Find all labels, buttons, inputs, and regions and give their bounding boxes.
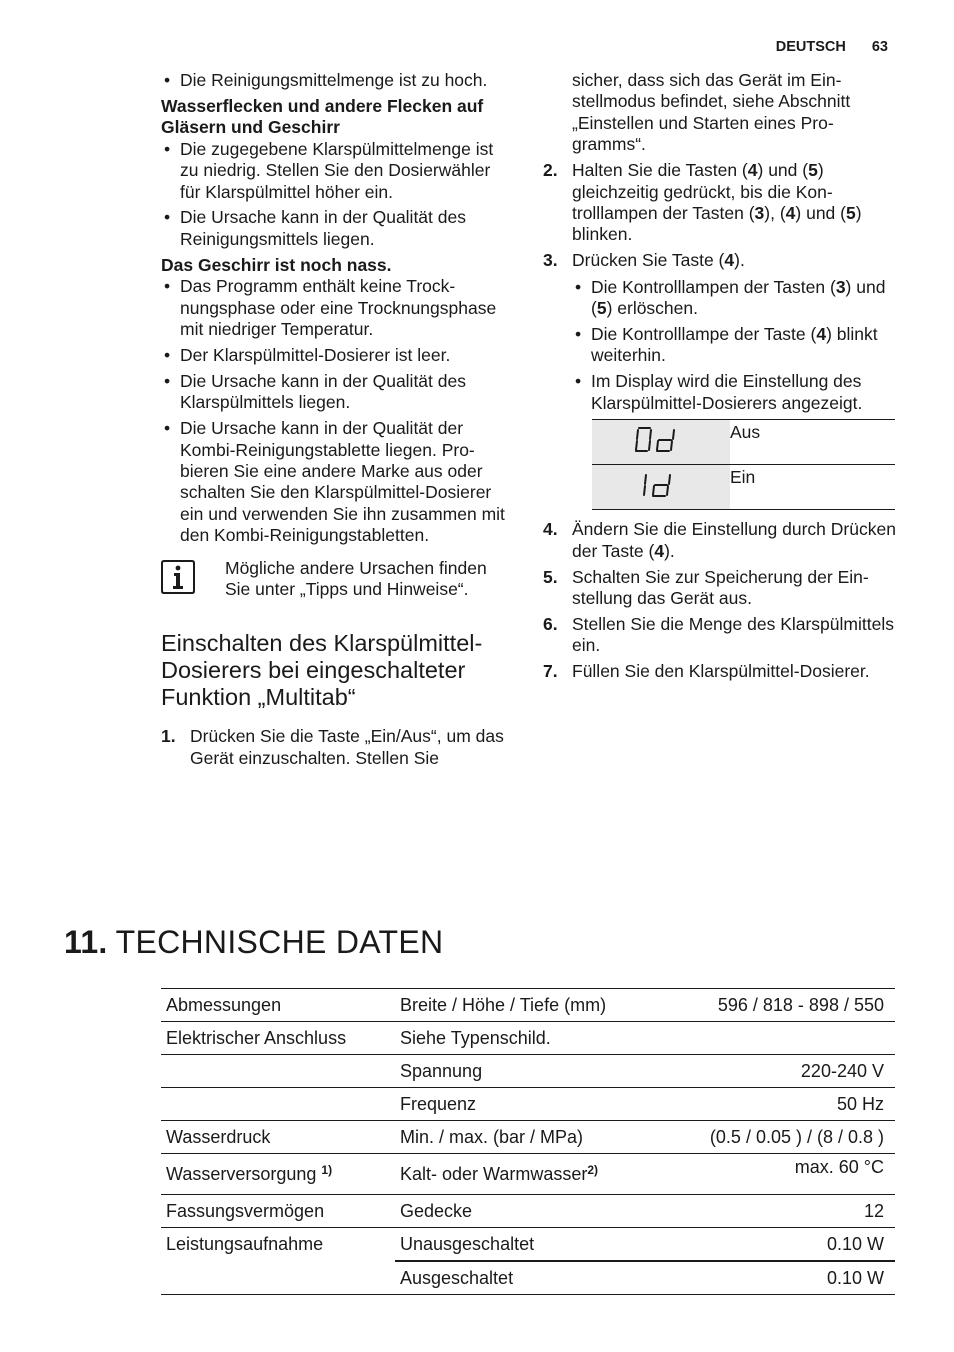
text: Die Kontrolllampe der Taste (	[591, 323, 817, 344]
table-cell: Gedecke	[395, 1195, 641, 1228]
cell-text: Kalt- oder Warmwasser	[400, 1164, 588, 1184]
table-cell: Wasserdruck	[161, 1121, 395, 1154]
list-item: • Die Ursache kann in der Qualität der Kombi-Reinigungstablette liegen. Probieren Sie eine andere Marke aus oder schalten Sie den Klarspülmittel-Dosierer ein und verwenden Sie ihn zusammen mit den Kombi-Reinigungstabletten.	[161, 418, 513, 546]
table-cell: 0.10 W	[641, 1261, 895, 1295]
key-ref: 4	[747, 160, 758, 181]
list-item: • Die Reinigungsmittelmenge ist zu hoch.	[161, 70, 513, 91]
table-cell: Breite / Höhe / Tiefe (mm)	[395, 989, 641, 1022]
key-ref: 4	[654, 540, 665, 561]
section-title: TECHNISCHE DATEN	[115, 924, 444, 960]
step-item	[543, 250, 896, 414]
step-number: 2.	[543, 160, 558, 181]
table-cell	[641, 1022, 895, 1055]
cell-text: Wasserversorgung	[166, 1164, 317, 1184]
text: ) und (	[591, 276, 886, 319]
table-row	[161, 1022, 895, 1055]
step-text: Füllen Sie den Klarspülmittel-Dosierer.	[572, 661, 870, 682]
step-text: ) und (	[757, 160, 809, 181]
display-cell	[592, 465, 730, 510]
key-ref: 3	[754, 202, 765, 223]
page-number: 63	[871, 39, 888, 55]
table-cell: max. 60 °C	[641, 1154, 895, 1195]
step-number: 6.	[543, 614, 558, 635]
list-item	[572, 324, 896, 367]
step-text: Schalten Sie zur Speicherung der Einstellung das Gerät aus.	[572, 566, 869, 609]
list-item: • Das Programm enthält keine Trocknungsphase oder eine Trocknungsphase mit niedriger Temperatur.	[161, 276, 513, 340]
table-row	[161, 1088, 895, 1121]
table-cell: 0.10 W	[641, 1228, 895, 1262]
table-cell	[161, 1088, 395, 1121]
right-column	[543, 70, 896, 687]
footnote-ref: 2)	[587, 1163, 599, 1177]
step-number: 3.	[543, 250, 558, 271]
info-icon	[161, 560, 195, 594]
table-cell	[395, 1154, 641, 1195]
table-row	[161, 1261, 895, 1295]
section-heading-multitab: Einschalten des Klarspülmittel-Dosierers bei eingeschalteter Funktion „Multitab“	[161, 630, 483, 711]
table-cell: 50 Hz	[641, 1088, 895, 1121]
step3-bullets	[572, 277, 896, 414]
text: Die Kontrolllampen der Tasten (	[591, 276, 836, 297]
table-row	[161, 1121, 895, 1154]
table-cell	[161, 1154, 395, 1195]
list-item: • Im Display wird die Einstellung des Klarspülmittel-Dosierers angezeigt.	[572, 371, 896, 414]
step-item	[543, 519, 896, 562]
step-text: ) gleichzeitig gedrückt, bis die Kontrolllampen der Tasten (	[572, 160, 833, 223]
list-item: • Die Ursache kann in der Qualität des Reinigungsmittels liegen.	[161, 207, 513, 250]
step-text: Drücken Sie die Taste „Ein/Aus“, um das Gerät einzuschalten. Stellen Sie	[190, 726, 504, 768]
footnote-ref: 1)	[321, 1163, 333, 1177]
table-row	[592, 465, 895, 510]
step-text: ).	[664, 540, 675, 561]
step-text: Drücken Sie Taste (	[572, 250, 725, 271]
section-title-technische-daten	[64, 924, 443, 961]
table-row	[161, 989, 895, 1022]
section-number: 11.	[64, 924, 108, 960]
step-text: Ändern Sie die Einstellung durch Drücken der Taste (	[572, 519, 896, 561]
table-cell: Unausgeschaltet	[395, 1228, 641, 1262]
table-cell: Frequenz	[395, 1088, 641, 1121]
table-cell: 220-240 V	[641, 1055, 895, 1088]
table-cell: Spannung	[395, 1055, 641, 1088]
display-label: Aus	[730, 419, 895, 464]
step1-continuation: sicher, dass sich das Gerät im Einstellmodus befindet, siehe Abschnitt „Einstellen und Starten eines Programms“.	[572, 70, 851, 155]
display-cell	[592, 419, 730, 464]
step-item	[543, 614, 896, 657]
step-text: ) und (	[795, 202, 846, 223]
seven-segment-0d-icon	[592, 420, 730, 459]
info-note	[161, 558, 513, 601]
step-number: 1.	[161, 726, 176, 747]
info-text: Mögliche andere Ursachen finden Sie unter „Tipps und Hinweise“.	[225, 557, 487, 599]
table-cell: 12	[641, 1195, 895, 1228]
step-item	[543, 661, 896, 682]
bullet-list-2	[161, 276, 513, 546]
table-row	[161, 1228, 895, 1262]
step-number: 5.	[543, 566, 558, 587]
key-ref: 4	[724, 250, 735, 271]
subheading-dishes-wet: Das Geschirr ist noch nass.	[161, 254, 392, 275]
table-cell	[161, 1055, 395, 1088]
step-text: Stellen Sie die Menge des Klarspülmittels ein.	[572, 614, 894, 656]
steps-list-left	[161, 726, 513, 769]
bullet-list-1	[161, 139, 513, 251]
section-label: DEUTSCH	[775, 39, 846, 55]
table-row	[161, 1195, 895, 1228]
step-item	[161, 726, 513, 769]
steps-list-right	[543, 160, 896, 414]
step-number: 7.	[543, 661, 558, 682]
bullet-list-0	[161, 70, 513, 91]
step-text: ), (	[764, 202, 786, 223]
table-cell: Elektrischer Anschluss	[161, 1022, 395, 1055]
list-item: • Die zugegebene Klarspülmittelmenge ist zu niedrig. Stellen Sie den Dosierwähler für Klarspülmittel höher ein.	[161, 139, 513, 203]
step-number: 4.	[543, 519, 558, 540]
list-item	[572, 277, 896, 320]
text: ) erlöschen.	[606, 298, 698, 319]
text: ) blinkt weiterhin.	[591, 323, 878, 366]
key-ref: 3	[835, 276, 846, 297]
table-cell: (0.5 / 0.05 ) / (8 / 0.8 )	[641, 1121, 895, 1154]
key-ref: 4	[785, 202, 796, 223]
step-text: ).	[734, 250, 745, 271]
display-settings-table	[592, 419, 895, 511]
steps-list-right-2	[543, 519, 896, 682]
display-label: Ein	[730, 465, 895, 510]
table-row	[161, 1055, 895, 1088]
table-row	[592, 419, 895, 464]
step-item	[543, 160, 896, 246]
table-cell: Min. / max. (bar / MPa)	[395, 1121, 641, 1154]
table-cell: Siehe Typenschild.	[395, 1022, 641, 1055]
key-ref: 5	[845, 202, 856, 223]
table-cell: Ausgeschaltet	[395, 1261, 641, 1295]
table-cell: 596 / 818 - 898 / 550	[641, 989, 895, 1022]
technical-data-table	[161, 988, 895, 1295]
table-cell: Fassungsvermögen	[161, 1195, 395, 1228]
page-header	[776, 39, 888, 55]
subheading-water-spots: Wasserflecken und andere Flecken auf Gläsern und Geschirr	[161, 95, 484, 138]
table-cell: Abmessungen	[161, 989, 395, 1022]
key-ref: 4	[816, 323, 827, 344]
table-cell: Leistungsaufnahme	[161, 1228, 395, 1262]
table-cell	[161, 1261, 395, 1295]
list-item: • Die Ursache kann in der Qualität des Klarspülmittels liegen.	[161, 371, 513, 414]
key-ref: 5	[596, 298, 607, 319]
left-column	[161, 70, 513, 774]
list-item: • Der Klarspülmittel-Dosierer ist leer.	[161, 345, 513, 366]
key-ref: 5	[808, 160, 818, 181]
seven-segment-1d-icon	[592, 465, 730, 504]
step-text: Halten Sie die Tasten (	[572, 160, 748, 181]
table-row	[161, 1154, 895, 1195]
step-text: ) blinken.	[572, 202, 862, 245]
step-item	[543, 567, 896, 610]
